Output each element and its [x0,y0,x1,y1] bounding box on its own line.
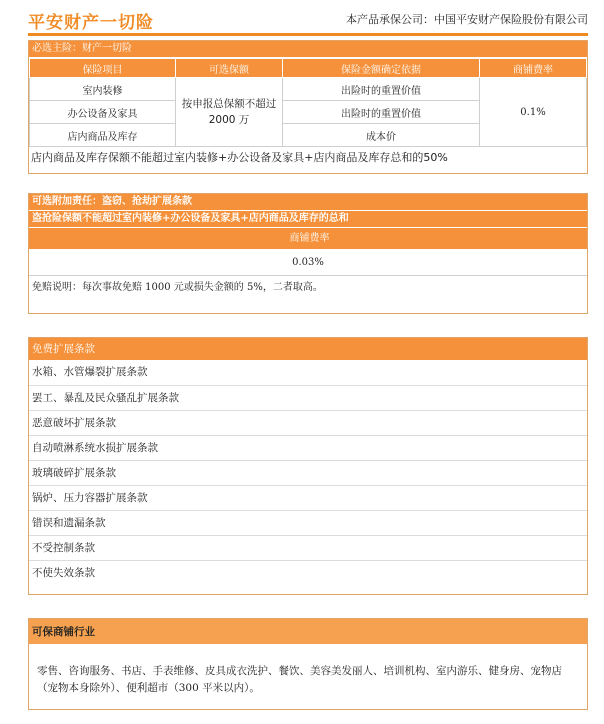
coverage-table [29,58,587,147]
rate-header: 商铺费率 [29,228,587,250]
rate-cell: 0.1% [480,78,587,147]
list-item: 玻璃破碎扩展条款 [29,460,587,485]
optional-coverage-bar: 可选附加责任：盗窃、抢劫扩展条款 [29,194,587,211]
item-cell: 店内商品及库存 [30,124,176,147]
stock-limit-note: 店内商品及库存保额不能超过室内装修+办公设备及家具+店内商品及库存总和的50% [31,151,448,164]
item-cell: 室内装修 [30,78,176,101]
optional-rate: 0.03% [292,257,324,268]
table-row [30,78,587,101]
list-item: 不使失效条款 [29,560,587,585]
optional-coverage-section [28,193,588,314]
coverage-table-header [30,59,587,78]
col-header: 商铺费率 [480,59,587,78]
col-header: 保险金额确定依据 [283,59,480,78]
free-extension-bar: 免费扩展条款 [29,338,587,360]
list-item: 错误和遗漏条款 [29,510,587,535]
main-coverage-section [28,40,588,174]
industry-section [28,618,588,710]
deductible-note: 免赔说明：每次事故免赔 1000 元或损失金额的 5%，二者取高。 [29,275,587,300]
page-header [28,8,588,33]
basis-cell: 出险时的重置价值 [283,101,480,124]
industry-text: 零售、咨询服务、书店、手表维修、皮具成衣洗护、餐饮、美容美发丽人、培训机构、室内游乐、健身房、宠物店（宠物本身除外）、便利超市（300 平米以内）。 [37,665,562,694]
theft-limit-bar: 盗抢险保额不能超过室内装修+办公设备及家具+店内商品及库存的总和 [29,211,587,228]
item-cell: 办公设备及家具 [30,101,176,124]
amount-line: 按申报总保额不超过 [181,98,277,110]
main-coverage-bar: 必选主险：财产一切险 [29,41,587,58]
free-extension-section [28,337,588,595]
insurer-text: 本产品承保公司：中国平安财产保险股份有限公司 [346,13,588,26]
page-title: 平安财产一切险 [28,13,154,33]
amount-line: 2000 万 [208,114,250,126]
basis-cell: 出险时的重置价值 [283,78,480,101]
industry-bar: 可保商铺行业 [29,619,587,645]
col-header: 保险项目 [30,59,176,78]
list-item: 罢工、暴乱及民众骚乱扩展条款 [29,385,587,410]
header-divider [28,33,588,36]
list-item: 锅炉、压力容器扩展条款 [29,485,587,510]
list-item: 水箱、水管爆裂扩展条款 [32,366,148,378]
list-item: 自动喷淋系统水损扩展条款 [29,435,587,460]
col-header: 可选保额 [176,59,283,78]
list-item: 恶意破坏扩展条款 [29,410,587,435]
amount-cell [176,78,283,147]
basis-cell: 成本价 [283,124,480,147]
list-item: 不受控制条款 [29,535,587,560]
